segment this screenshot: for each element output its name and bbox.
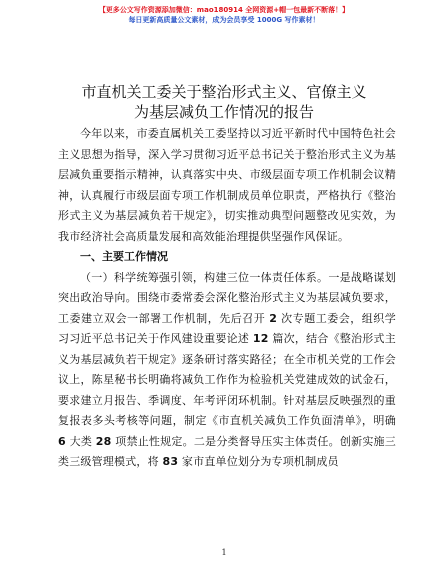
para-number: 6	[58, 434, 66, 448]
para-text: 项禁止性规定。二是分类督导压实主体责任。创新实施三类三级管理模式，将	[58, 434, 396, 468]
para-text: （一）科学统筹强引领，构建三位一体责任体系。一是战略谋划突出政治导向。围绕市委常委会深化整治形式主义为基层减负要求，工委建立双会一部署工作机制，先后召开	[58, 270, 396, 325]
para-text: 次专题工委会，组织学习习近平总书记关于作风建设重要论述	[58, 311, 397, 345]
para-number: 28	[95, 434, 112, 448]
para-text: 篇次，结合《整治形式主义为基层减负若干规定》逐条研讨落实路径；在全市机关党的工作会议上，陈星秘书长明确将减负工作作为检验机关党建成效的试金石，要求建立月报告、季调度、年考评闭环机制。针对基层反映强烈的重复报表多头考核等问题，制定《市直机关减负工作负面清单》，明确	[58, 332, 396, 427]
document-body	[58, 124, 396, 473]
banner-subscription-line: 每日更新高质量公文素材，成为会员享受 1000G 写作素材！	[128, 16, 320, 24]
para-text: 大类	[65, 434, 96, 448]
document-title	[30, 82, 418, 122]
para-number: 12	[252, 332, 269, 345]
para-text: 家市直单位划分为专项机制成员	[178, 455, 339, 468]
banner-promo-line: 【更多公文写作资源添加微信：mao180914 全网资源+帽一包最新不断落！】	[98, 6, 350, 14]
title-line-1: 市直机关工委关于整治形式主义、官僚主义	[81, 83, 367, 101]
para-number: 2	[269, 311, 278, 325]
header-banner	[0, 5, 448, 25]
section-heading: 一、主要工作情况	[80, 250, 168, 263]
intro-paragraph: 今年以来，市委直属机关工委坚持以习近平新时代中国特色社会主义思想为指导，深入学习贯彻习近平总书记关于整治形式主义为基层减负重要指示精神，认真落实中央、市级层面专项工作机制会议精神，认真履行市级层面专项工作机制成员单位职责，严格执行《整治形式主义为基层减负若干规定》，切实推动典型问题整改见实效，为我市经济社会高质量发展和高效能治理提供坚强作风保证。	[58, 127, 396, 243]
para-number: 83	[162, 455, 179, 468]
body-paragraph	[58, 268, 396, 473]
title-line-2: 为基层减负工作情况的报告	[133, 103, 314, 121]
page-number: 1	[221, 548, 227, 557]
